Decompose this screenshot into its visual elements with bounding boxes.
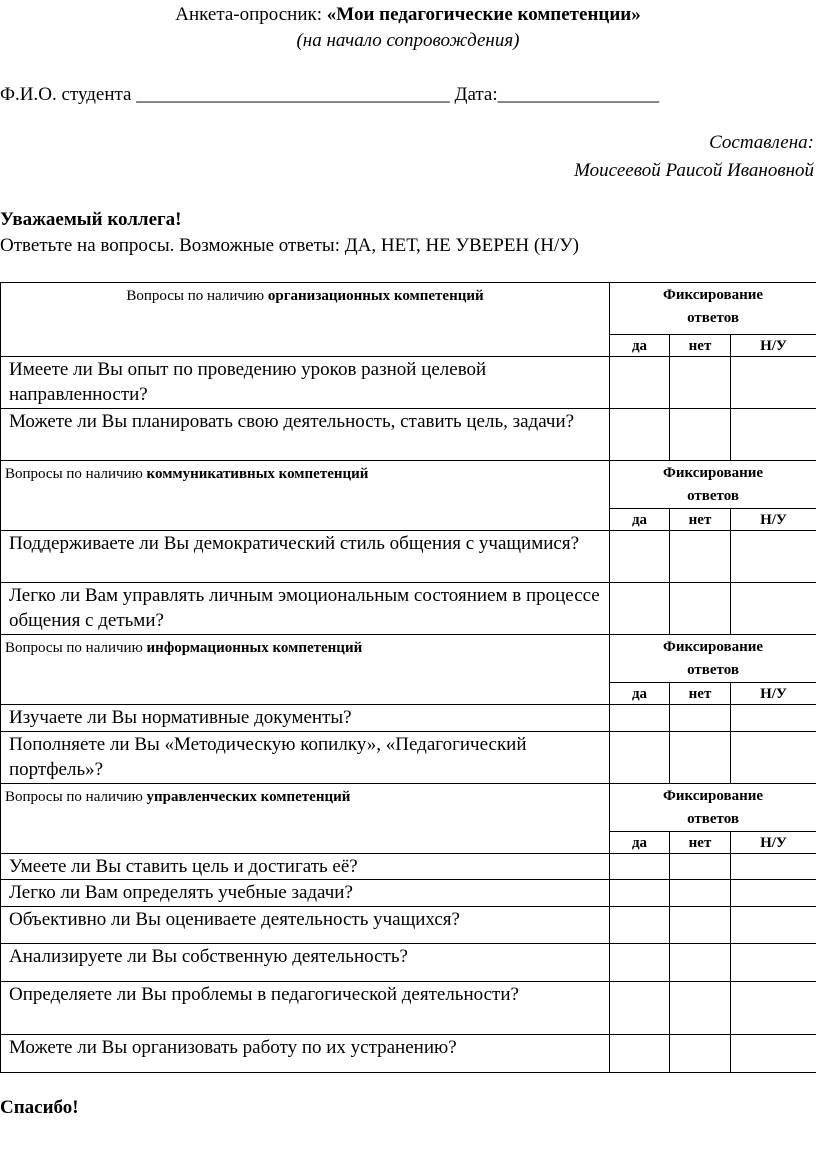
answer-unsure-cell[interactable] xyxy=(731,409,816,461)
question-text: Умеете ли Вы ставить цель и достигать её? xyxy=(1,854,610,880)
answer-yes-cell[interactable] xyxy=(610,907,670,944)
option-unsure: Н/У xyxy=(731,509,816,531)
option-no: нет xyxy=(670,832,731,854)
option-yes: да xyxy=(610,683,670,705)
answer-unsure-cell[interactable] xyxy=(731,531,816,583)
date-field[interactable]: _________________ xyxy=(497,84,660,105)
answer-no-cell[interactable] xyxy=(670,854,731,880)
composed-by-block xyxy=(574,129,814,185)
section-title xyxy=(1,461,610,531)
student-name-field[interactable]: _________________________________ xyxy=(136,84,450,105)
section-title-prefix: Вопросы по наличию xyxy=(5,640,147,656)
question-row xyxy=(1,880,816,907)
answer-unsure-cell[interactable] xyxy=(731,982,816,1035)
answers-header-line1: Фиксирование xyxy=(662,465,764,481)
answers-header-line2: ответов xyxy=(687,662,739,678)
section-title xyxy=(1,283,610,357)
question-text: Можете ли Вы организовать работу по их устранению? xyxy=(1,1035,610,1073)
section-header-row xyxy=(1,635,816,683)
answer-no-cell[interactable] xyxy=(670,907,731,944)
answer-unsure-cell[interactable] xyxy=(731,854,816,880)
question-row xyxy=(1,705,816,732)
section-title-bold: управленческих компетенций xyxy=(146,789,351,805)
title-prefix: Анкета-опросник: xyxy=(175,4,327,25)
option-no: нет xyxy=(670,683,731,705)
answer-no-cell[interactable] xyxy=(670,409,731,461)
answer-unsure-cell[interactable] xyxy=(731,583,816,635)
answer-no-cell[interactable] xyxy=(670,1035,731,1073)
survey-table xyxy=(0,282,816,1073)
question-text: Легко ли Вам определять учебные задачи? xyxy=(1,880,610,907)
section-header-row xyxy=(1,784,816,832)
answer-yes-cell[interactable] xyxy=(610,854,670,880)
question-text: Изучаете ли Вы нормативные документы? xyxy=(1,705,610,732)
question-text: Объективно ли Вы оцениваете деятельность учащихся? xyxy=(1,907,610,944)
question-row xyxy=(1,854,816,880)
thanks-text: Спасибо! xyxy=(0,1097,79,1118)
option-yes: да xyxy=(610,832,670,854)
section-header-row xyxy=(1,461,816,509)
option-unsure: Н/У xyxy=(731,832,816,854)
section-title-prefix: Вопросы по наличию xyxy=(5,789,147,805)
answers-header xyxy=(610,784,816,832)
question-row xyxy=(1,907,816,944)
answer-no-cell[interactable] xyxy=(670,531,731,583)
option-no: нет xyxy=(670,509,731,531)
answers-header-line1: Фиксирование xyxy=(662,287,764,303)
option-no: нет xyxy=(670,335,731,357)
student-info-line xyxy=(0,82,659,108)
section-title-bold: организационных компетенций xyxy=(267,288,484,304)
page-subtitle: (на начало сопровождения) xyxy=(296,30,520,51)
answer-unsure-cell[interactable] xyxy=(731,944,816,982)
answer-no-cell[interactable] xyxy=(670,880,731,907)
question-row xyxy=(1,531,816,583)
answers-header xyxy=(610,283,816,335)
answer-yes-cell[interactable] xyxy=(610,705,670,732)
section-title-prefix: Вопросы по наличию xyxy=(126,288,268,304)
answer-no-cell[interactable] xyxy=(670,732,731,784)
option-unsure: Н/У xyxy=(731,335,816,357)
answer-unsure-cell[interactable] xyxy=(731,732,816,784)
option-yes: да xyxy=(610,509,670,531)
composed-label: Составлена: xyxy=(709,132,814,153)
question-text: Поддерживаете ли Вы демократический стиль общения с учащимися? xyxy=(1,531,610,583)
question-text: Анализируете ли Вы собственную деятельность? xyxy=(1,944,610,982)
question-row xyxy=(1,409,816,461)
section-title-bold: информационных компетенций xyxy=(146,640,363,656)
question-text: Определяете ли Вы проблемы в педагогической деятельности? xyxy=(1,982,610,1035)
question-row xyxy=(1,944,816,982)
student-name-label: Ф.И.О. студента xyxy=(0,84,132,105)
option-yes: да xyxy=(610,335,670,357)
answers-header xyxy=(610,635,816,683)
section-title-prefix: Вопросы по наличию xyxy=(5,466,147,482)
answer-no-cell[interactable] xyxy=(670,982,731,1035)
answer-no-cell[interactable] xyxy=(670,583,731,635)
answers-header-line2: ответов xyxy=(687,310,739,326)
section-title xyxy=(1,635,610,705)
composed-author: Моисеевой Раисой Ивановной xyxy=(574,160,814,181)
question-row xyxy=(1,1035,816,1073)
question-text: Имеете ли Вы опыт по проведению уроков разной целевой направленности? xyxy=(1,357,610,409)
answer-no-cell[interactable] xyxy=(670,944,731,982)
answer-yes-cell[interactable] xyxy=(610,357,670,409)
answer-yes-cell[interactable] xyxy=(610,982,670,1035)
answer-unsure-cell[interactable] xyxy=(731,1035,816,1073)
answers-header-line1: Фиксирование xyxy=(662,788,764,804)
answers-header-line2: ответов xyxy=(687,488,739,504)
answer-yes-cell[interactable] xyxy=(610,944,670,982)
question-text: Пополняете ли Вы «Методическую копилку», «Педагогический портфель»? xyxy=(1,732,610,784)
answer-yes-cell[interactable] xyxy=(610,409,670,461)
question-text: Можете ли Вы планировать свою деятельность, ставить цель, задачи? xyxy=(1,409,610,461)
question-text: Легко ли Вам управлять личным эмоциональным состоянием в процессе общения с детьми? xyxy=(1,583,610,635)
answer-yes-cell[interactable] xyxy=(610,531,670,583)
answer-unsure-cell[interactable] xyxy=(731,880,816,907)
section-title xyxy=(1,784,610,854)
answer-unsure-cell[interactable] xyxy=(731,705,816,732)
date-label: Дата: xyxy=(454,84,498,105)
answer-no-cell[interactable] xyxy=(670,705,731,732)
page-title xyxy=(0,2,816,28)
question-row xyxy=(1,732,816,784)
answer-yes-cell[interactable] xyxy=(610,880,670,907)
question-row xyxy=(1,982,816,1035)
section-header-row xyxy=(1,283,816,335)
answers-header xyxy=(610,461,816,509)
section-title-bold: коммуникативных компетенций xyxy=(146,466,369,482)
question-row xyxy=(1,583,816,635)
answer-yes-cell[interactable] xyxy=(610,732,670,784)
title-bold: «Мои педагогические компетенции» xyxy=(326,4,641,25)
answer-unsure-cell[interactable] xyxy=(731,357,816,409)
answer-yes-cell[interactable] xyxy=(610,1035,670,1073)
answer-no-cell[interactable] xyxy=(670,357,731,409)
greeting: Уважаемый коллега! xyxy=(0,209,182,230)
answers-header-line1: Фиксирование xyxy=(662,639,764,655)
answers-header-line2: ответов xyxy=(687,811,739,827)
answer-yes-cell[interactable] xyxy=(610,583,670,635)
option-unsure: Н/У xyxy=(731,683,816,705)
answer-unsure-cell[interactable] xyxy=(731,907,816,944)
question-row xyxy=(1,357,816,409)
instructions: Ответьте на вопросы. Возможные ответы: ДА, НЕТ, НЕ УВЕРЕН (Н/У) xyxy=(0,235,579,256)
